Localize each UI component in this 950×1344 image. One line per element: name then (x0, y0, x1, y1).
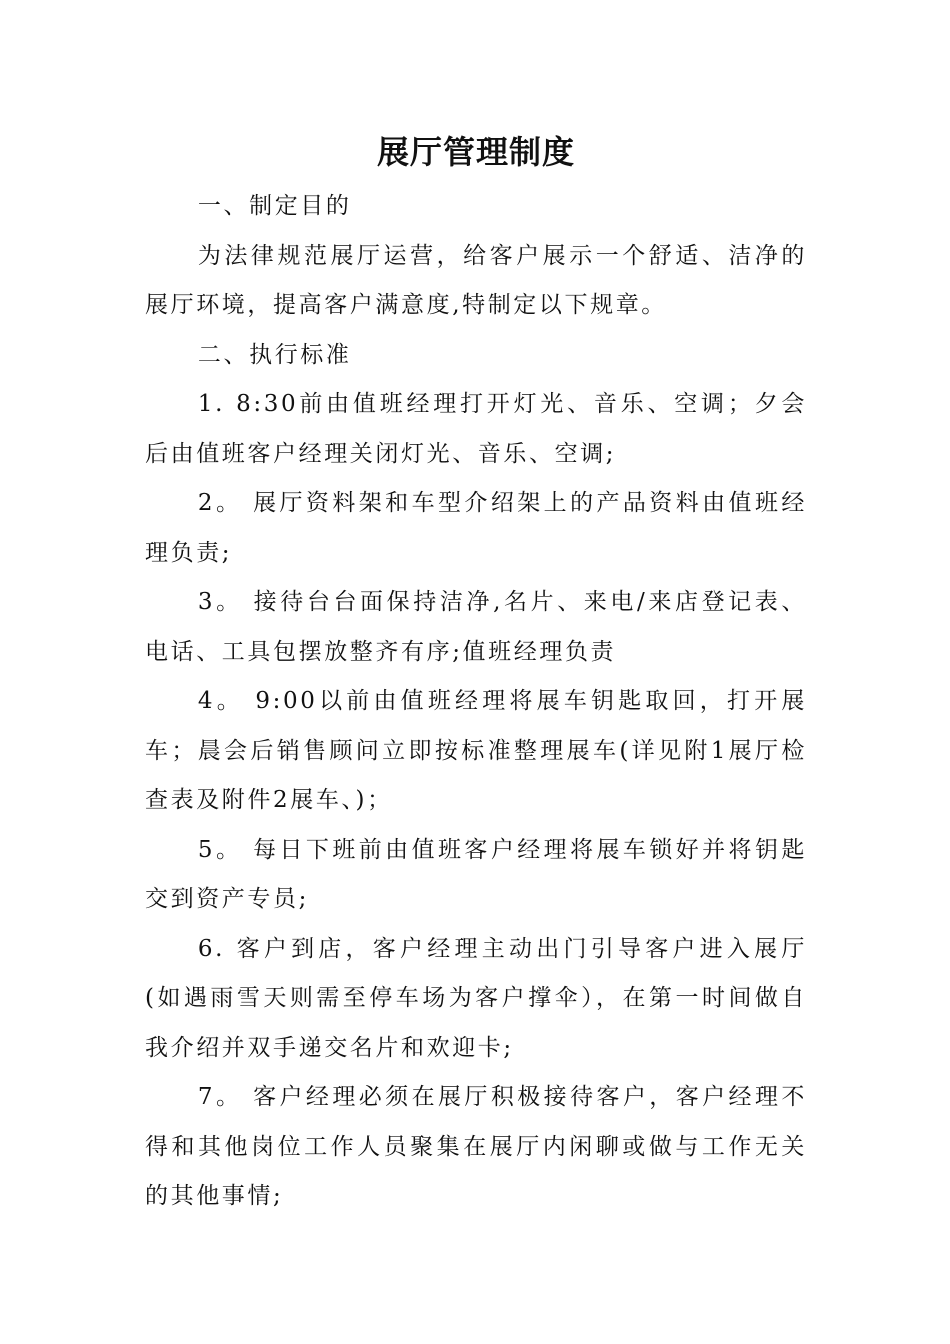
list-item-4: 4。 9:00以前由值班经理将展车钥匙取回，打开展车；晨会后销售顾问立即按标准整理展车(详见附1展厅检查表及附件2展车、)； (145, 688, 807, 813)
paragraph-purpose: 为法律规范展厅运营，给客户展示一个舒适、洁净的展厅环境，提高客户满意度,特制定以下规章。 (145, 242, 807, 318)
list-item-7: 7。 客户经理必须在展厅积极接待客户，客户经理不得和其他岗位工作人员聚集在展厅内闲聊或做与工作无关的其他事情; (145, 1084, 807, 1209)
list-item-2: 2。 展厅资料架和车型介绍架上的产品资料由值班经理负责; (145, 490, 807, 566)
list-item-3: 3。 接待台台面保持洁净,名片、来电/来店登记表、电话、工具包摆放整齐有序;值班经理负责 (145, 589, 807, 665)
document-page (145, 128, 807, 1222)
list-item-6: 6. 客户到店，客户经理主动出门引导客户进入展厅(如遇雨雪天则需至停车场为客户撑伞），在第一时间做自我介绍并双手递交名片和欢迎卡; (145, 935, 807, 1061)
document-title: 展厅管理制度 (376, 133, 575, 171)
section-heading-standards: 二、执行标准 (197, 341, 352, 368)
section-heading-purpose: 一、制定目的 (197, 193, 352, 219)
list-item-5: 5。 每日下班前由值班客户经理将展车锁好并将钥匙交到资产专员; (145, 836, 807, 912)
list-item-1: 1. 8:30前由值班经理打开灯光、音乐、空调；夕会后由值班客户经理关闭灯光、音乐、空调; (145, 391, 807, 467)
